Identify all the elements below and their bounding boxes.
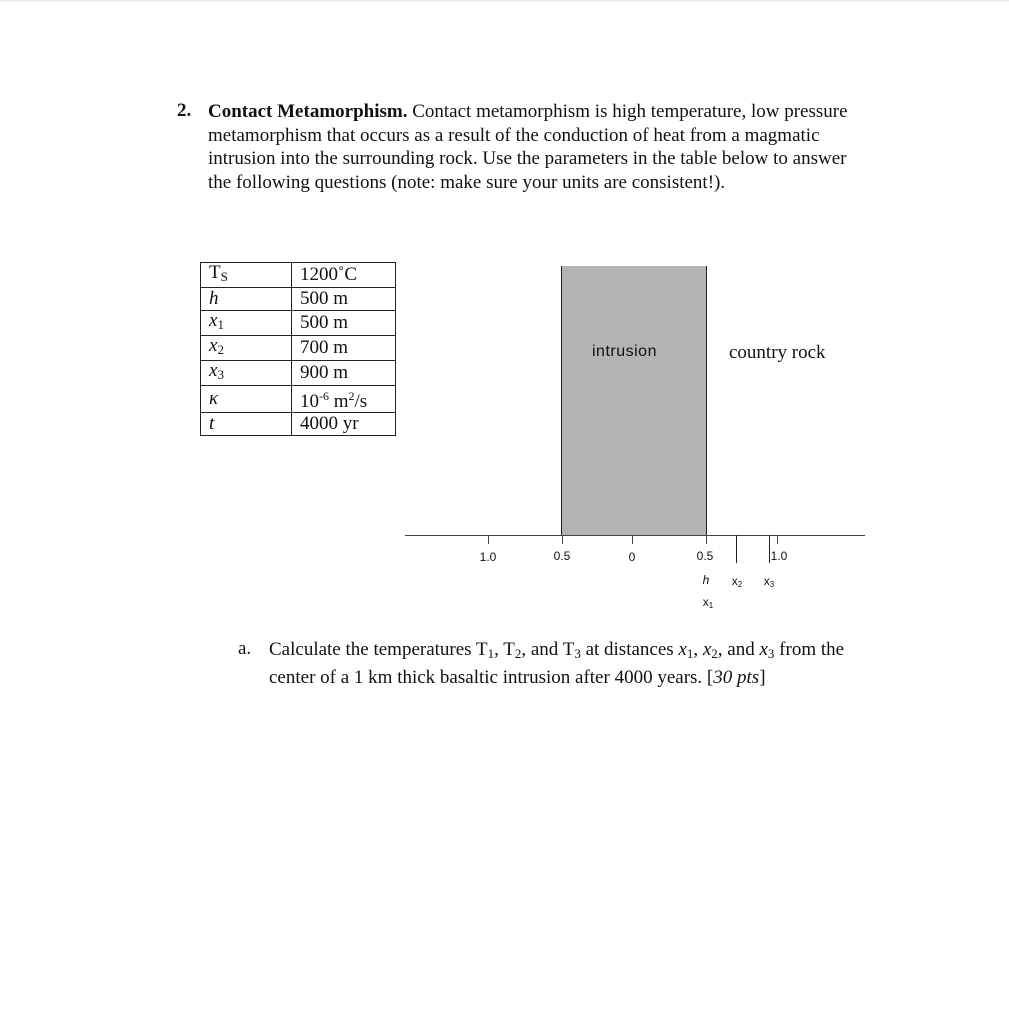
tick-label: 1.0 (770, 549, 788, 563)
question-body: Contact metamorphism is high temperature, low pressure metamorphism that occurs as a result of the conduction of heat from a magmatic intrusion into the surrounding rock. Use the parameters in the table below to answer the following questions (note: make sure your units are consistent!). (208, 101, 848, 193)
table-row (201, 336, 396, 361)
tick-label: 0.5 (696, 549, 714, 563)
axis-tick (777, 535, 778, 544)
question-title: Contact Metamorphism. (208, 101, 408, 122)
param-value: 500 m (292, 288, 396, 311)
param-symbol: $x_3$ (201, 361, 292, 386)
param-symbol: h (201, 288, 292, 311)
country-rock-label: country rock (729, 342, 826, 363)
axis-tick (562, 535, 563, 544)
param-value: 4000 yr (292, 413, 396, 436)
param-symbol: $x_2$ (201, 336, 292, 361)
intrusion-left-edge (561, 266, 562, 536)
part-a-label: a. (238, 638, 252, 659)
parameters-table (200, 262, 396, 436)
table-row (201, 361, 396, 386)
distance-axis (405, 535, 865, 536)
param-value: $10^{-6}$ $m^2/s$ (292, 386, 396, 413)
param-symbol: $T_S$ (201, 263, 292, 288)
question-number: 2. (177, 100, 192, 121)
table-row (201, 413, 396, 436)
part-a-text: Calculate the temperatures $T_1$, $T_2$, and $T_3$ at distances $x_1$, $x_2$, and $x_3$ from the center of a 1 km thick basaltic intrusion after 4000 years. [30 pts] (269, 639, 845, 688)
param-symbol: $x_1$ (201, 311, 292, 336)
intrusion-right-edge (706, 266, 707, 536)
param-value: 1200˚C (292, 263, 396, 288)
axis-tick (488, 535, 489, 544)
param-value: 500 m (292, 311, 396, 336)
question-text (208, 100, 868, 194)
h-marker-label: h (702, 573, 710, 587)
tick-label: 1.0 (479, 550, 497, 564)
param-value: 700 m (292, 336, 396, 361)
x1-marker-label: $x_1$ (702, 595, 714, 610)
table-row (201, 288, 396, 311)
param-value: 900 m (292, 361, 396, 386)
param-symbol: κ (201, 386, 292, 413)
intrusion-region (562, 266, 707, 535)
axis-tick (706, 535, 707, 544)
intrusion-label: intrusion (592, 343, 657, 360)
x3-marker-label: $x_3$ (763, 574, 775, 589)
tick-label: 0.5 (553, 549, 571, 563)
top-border (0, 0, 1009, 2)
x2-marker-line (736, 535, 737, 563)
x2-marker-label: $x_2$ (731, 574, 743, 589)
tick-label: 0 (628, 550, 636, 564)
axis-tick (632, 535, 633, 544)
param-symbol: t (201, 413, 292, 436)
table-row (201, 311, 396, 336)
table-row (201, 263, 396, 288)
table-row (201, 386, 396, 413)
